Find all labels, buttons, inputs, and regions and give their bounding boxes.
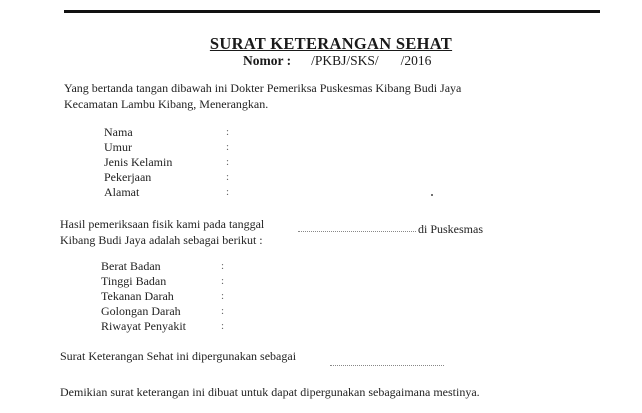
ink-speck (431, 194, 433, 196)
colon-berat-badan: : (221, 260, 225, 272)
colon-golongan-darah: : (221, 305, 225, 317)
colon-nama: : (226, 126, 230, 138)
exam-line-1-prefix: Hasil pemeriksaan fisik kami pada tanggal (60, 217, 265, 231)
header-rule (64, 10, 600, 13)
colon-riwayat-penyakit: : (221, 320, 225, 332)
date-blank (298, 231, 416, 232)
field-jenis-kelamin: Jenis Kelamin (104, 155, 173, 169)
colon-tinggi-badan: : (221, 275, 225, 287)
intro-line-2: Kecamatan Lambu Kibang, Menerangkan. (64, 97, 269, 111)
purpose-text: Surat Keterangan Sehat ini dipergunakan sebagai (60, 349, 297, 363)
purpose-blank (330, 365, 444, 366)
colon-alamat: : (226, 186, 230, 198)
nomor-year: /2016 (400, 53, 432, 68)
field-berat-badan: Berat Badan (101, 259, 161, 273)
exam-line-2: Kibang Budi Jaya adalah sebagai berikut : (60, 233, 263, 247)
colon-jenis-kelamin: : (226, 156, 230, 168)
nomor-value: /PKBJ/SKS/ (311, 53, 379, 68)
field-umur: Umur (104, 140, 132, 154)
field-riwayat-penyakit: Riwayat Penyakit (101, 319, 186, 333)
colon-umur: : (226, 141, 230, 153)
field-golongan-darah: Golongan Darah (101, 304, 181, 318)
intro-line-1: Yang bertanda tangan dibawah ini Dokter Pemeriksa Puskesmas Kibang Budi Jaya (64, 81, 462, 95)
field-tinggi-badan: Tinggi Badan (101, 274, 167, 288)
document-title: SURAT KETERANGAN SEHAT (209, 34, 453, 53)
field-nama: Nama (104, 125, 133, 139)
exam-line-1-suffix: di Puskesmas (418, 222, 484, 236)
colon-tekanan-darah: : (221, 290, 225, 302)
field-tekanan-darah: Tekanan Darah (101, 289, 174, 303)
colon-pekerjaan: : (226, 171, 230, 183)
field-alamat: Alamat (104, 185, 140, 199)
nomor-label: Nomor : (243, 53, 292, 68)
field-pekerjaan: Pekerjaan (104, 170, 152, 184)
closing-text: Demikian surat keterangan ini dibuat untuk dapat dipergunakan sebagaimana mestinya. (60, 385, 480, 399)
document-number (243, 53, 431, 69)
